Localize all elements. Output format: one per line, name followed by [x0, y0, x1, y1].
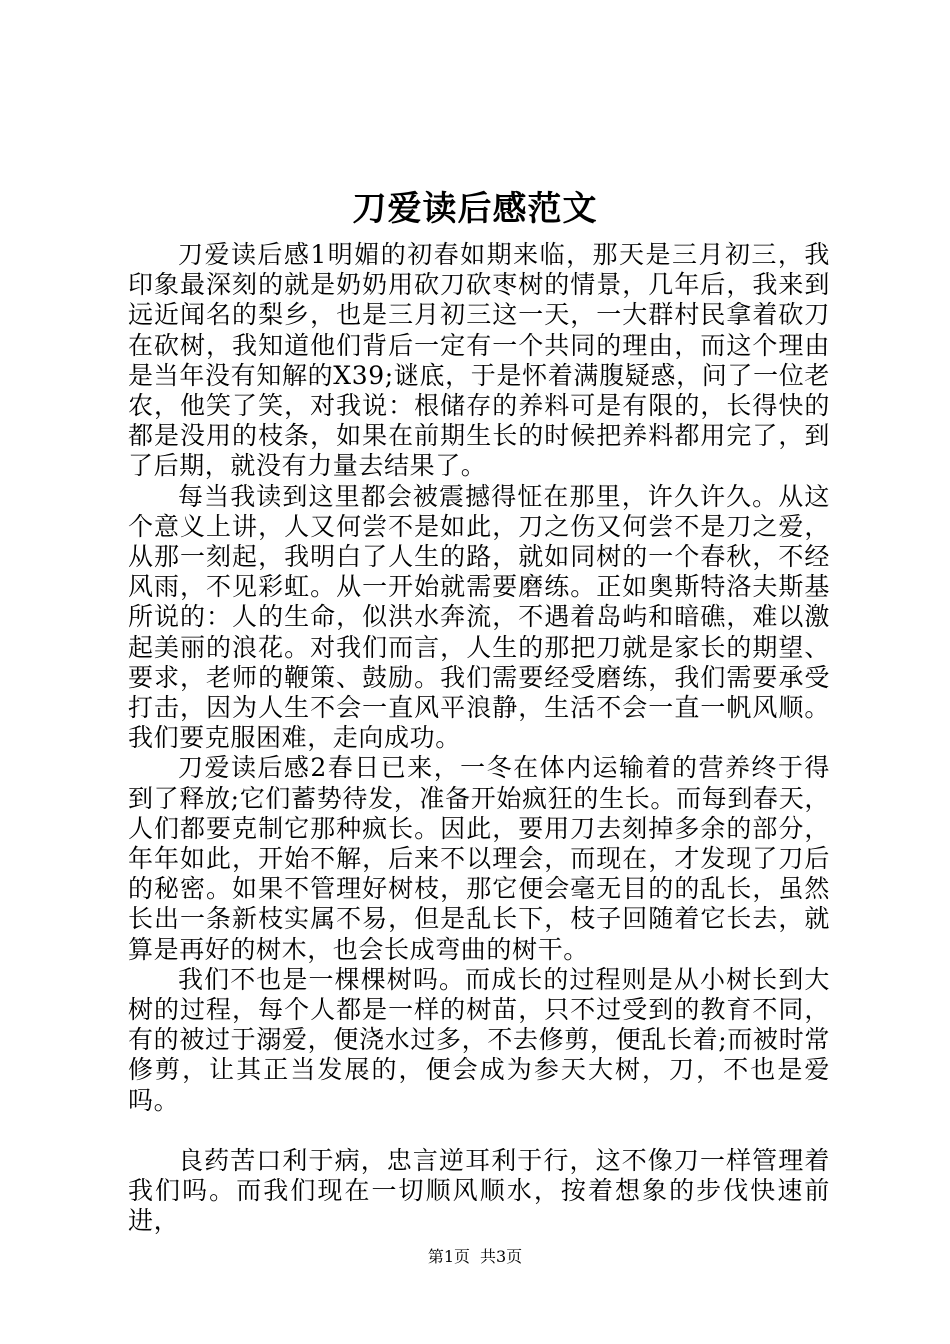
page-total: 共3页 — [480, 1247, 523, 1266]
paragraph-2: 每当我读到这里都会被震撼得怔在那里，许久许久。从这个意义上讲，人又何尝不是如此，刀之伤又何尝不是刀之爱，从那一刻起，我明白了人生的路，就如同树的一个春秋，不经风雨，不见彩虹。从一开始就需要磨练。正如奥斯特洛夫斯基所说的：人的生命，似洪水奔流，不遇着岛屿和暗礁，难以激起美丽的浪花。对我们而言，人生的那把刀就是家长的期望、要求，老师的鞭策、鼓励。我们需要经受磨练，我们需要承受打击，因为人生不会一直风平浪静，生活不会一直一帆风顺。我们要克服困难，走向成功。 — [128, 481, 830, 753]
page-footer — [0, 1247, 950, 1267]
document-title: 刀爱读后感范文 — [352, 189, 598, 229]
paragraph-5: 良药苦口利于病，忠言逆耳利于行，这不像刀一样管理着我们吗。而我们现在一切顺风顺水，按着想象的步伐快速前进， — [128, 1145, 830, 1236]
paragraph-1: 刀爱读后感1明媚的初春如期来临，那天是三月初三，我印象最深刻的就是奶奶用砍刀砍枣树的情景，几年后，我来到远近闻名的梨乡，也是三月初三这一天，一大群村民拿着砍刀在砍树，我知道他们背后一定有一个共同的理由，而这个理由是当年没有知解的X39;谜底，于是怀着满腹疑惑，问了一位老农，他笑了笑，对我说：根储存的养料可是有限的，长得快的都是没用的枝条，如果在前期生长的时候把养料都用完了，到了后期，就没有力量去结果了。 — [128, 240, 830, 481]
paragraph-3: 刀爱读后感2春日已来，一冬在体内运输着的营养终于得到了释放;它们蓄势待发，准备开始疯狂的生长。而每到春天，人们都要克制它那种疯长。因此，要用刀去刻掉多余的部分，年年如此，开始不解，后来不以理会，而现在，才发现了刀后的秘密。如果不管理好树枝，那它便会毫无目的的乱长，虽然长出一条新枝实属不易，但是乱长下，枝子回随着它长去，就算是再好的树木，也会长成弯曲的树干。 — [128, 753, 830, 964]
document-body — [128, 240, 830, 1237]
page-number: 第1页 — [427, 1247, 470, 1266]
paragraph-4: 我们不也是一棵棵树吗。而成长的过程则是从小树长到大树的过程，每个人都是一样的树苗，只不过受到的教育不同，有的被过于溺爱，便浇水过多，不去修剪，便乱长着;而被时常修剪，让其正当发展的，便会成为参天大树，刀，不也是爱吗。 — [128, 964, 830, 1115]
